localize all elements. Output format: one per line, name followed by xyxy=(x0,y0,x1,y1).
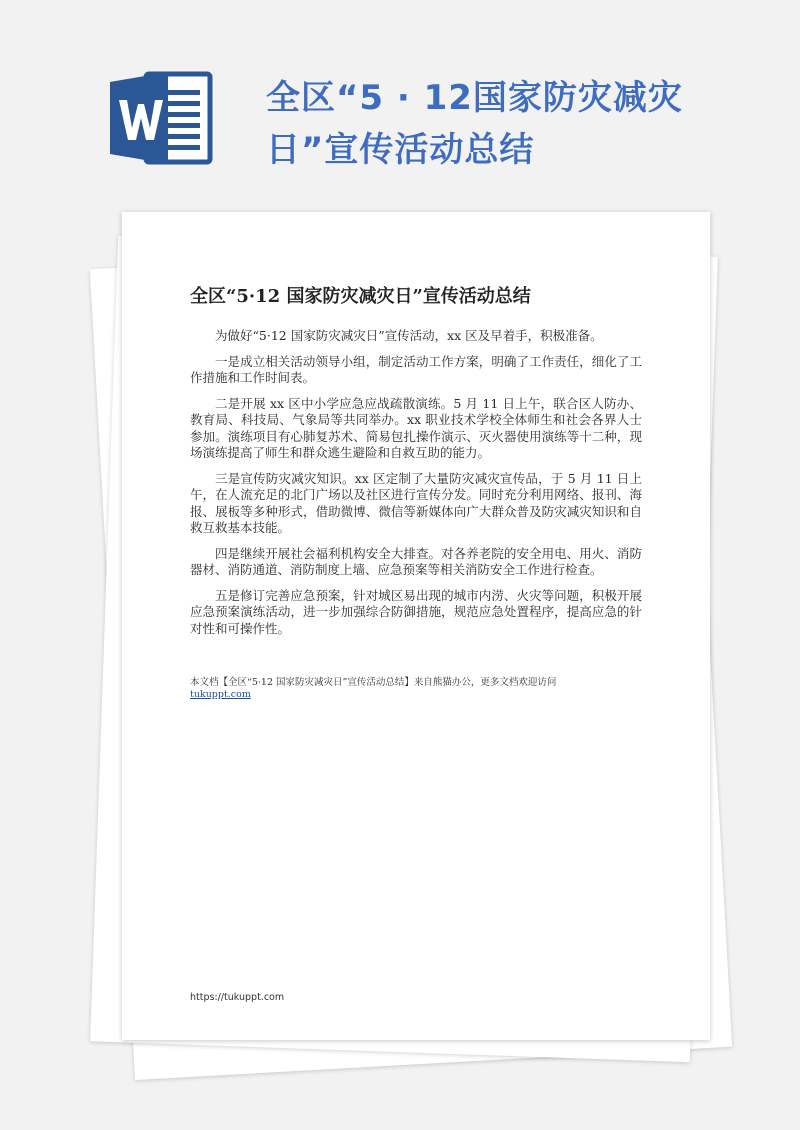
paragraph: 二是开展 xx 区中小学应急应战疏散演练。5 月 11 日上午，联合区人防办、教育局、科技局、气象局等共同举办。xx 职业技术学校全体师生和社会各界人士参加。演练项目有心肺复苏术、简易包扎操作演示、灭火器使用演练等十二种，现场演练提高了师生和群众逃生避险和自救互助的能力。 xyxy=(190,395,642,460)
word-document-icon xyxy=(110,70,214,166)
document-body xyxy=(190,328,642,646)
preview-header xyxy=(0,0,800,200)
page-footer-url[interactable]: https://tukuppt.com xyxy=(190,992,285,1003)
paragraph: 一是成立相关活动领导小组，制定活动工作方案，明确了工作责任，细化了工作措施和工作时间表。 xyxy=(190,353,642,385)
footnote-link[interactable]: tukuppt.com xyxy=(190,689,251,700)
paragraph: 五是修订完善应急预案，针对城区易出现的城市内涝、火灾等问题，积极开展应急预案演练活动，进一步加强综合防御措施，规范应急处置程序，提高应急的针对性和可操作性。 xyxy=(190,587,642,636)
document-page xyxy=(122,212,710,1040)
paragraph: 三是宣传防灾减灾知识。xx 区定制了大量防灾减灾宣传品，于 5 月 11 日上午，在人流充足的北门广场以及社区进行宣传分发。同时充分利用网络、报刊、海报、展板等多种形式，借助微博、微信等新媒体向广大群众普及防灾减灾知识和自救互救基本技能。 xyxy=(190,470,642,535)
paragraph: 四是继续开展社会福利机构安全大排查。对各养老院的安全用电、用火、消防器材、消防通道、消防制度上墙、应急预案等相关消防安全工作进行检查。 xyxy=(190,545,642,577)
page-title: 全区“5 · 12国家防灾减灾日”宣传活动总结 xyxy=(266,78,683,170)
document-title: 全区“5·12 国家防灾减灾日”宣传活动总结 xyxy=(190,286,531,307)
paragraph: 为做好“5·12 国家防灾减灾日”宣传活动，xx 区及早着手，积极准备。 xyxy=(215,328,603,343)
footnote-text: 本文档【全区“5·12 国家防灾减灾日”宣传活动总结】来自熊猫办公，更多文档欢迎访问 xyxy=(190,677,557,688)
source-footnote xyxy=(190,677,650,701)
